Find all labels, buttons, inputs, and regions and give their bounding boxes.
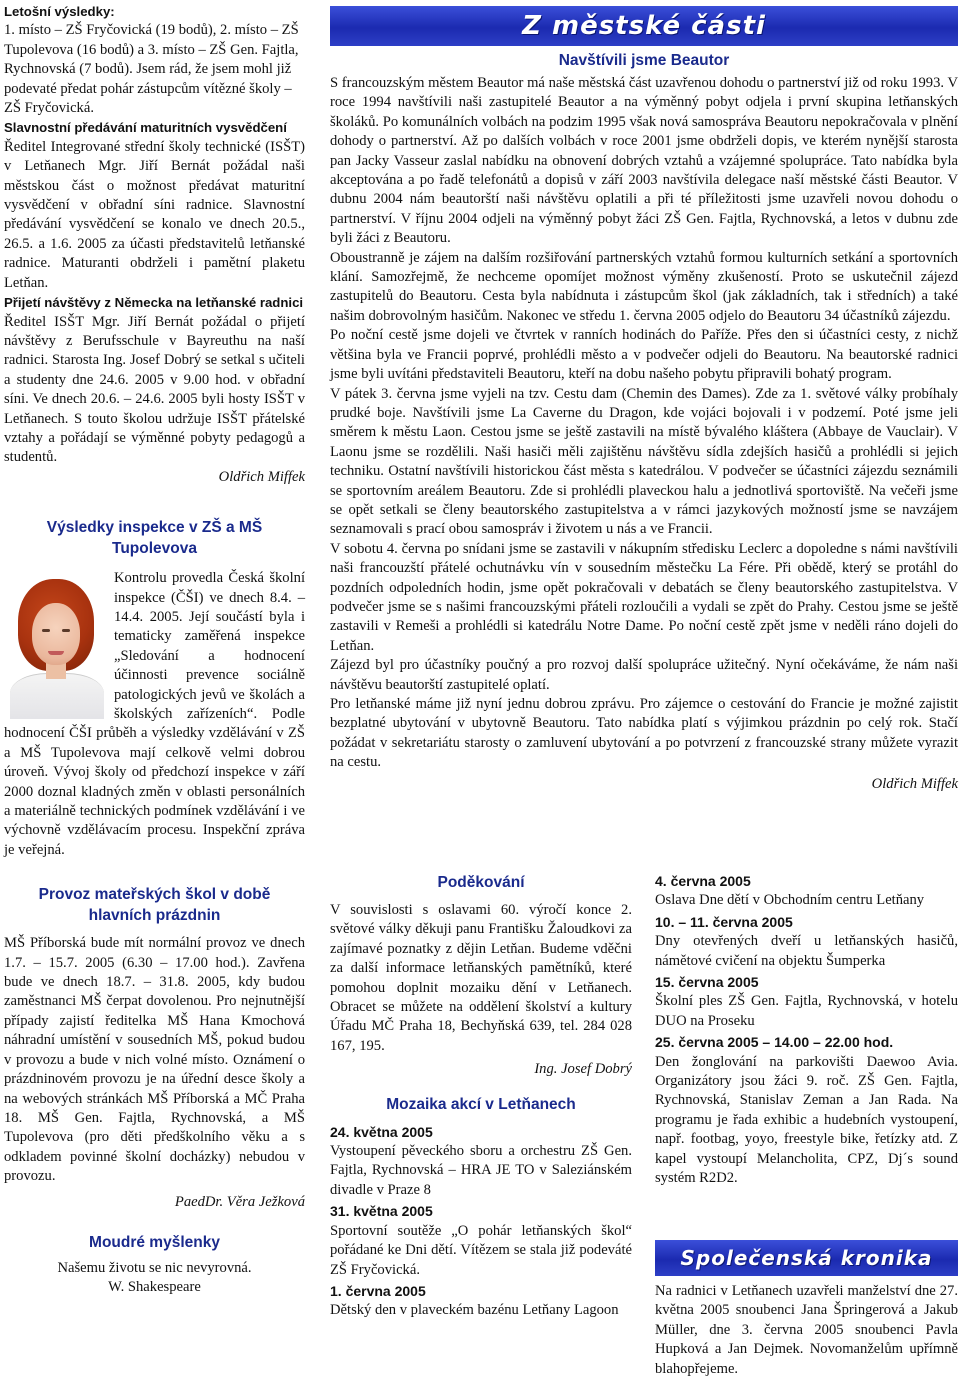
- inspection-article: [4, 569, 305, 860]
- thanks-heading: Poděkování: [437, 874, 525, 891]
- maturity-text: Ředitel Integrované střední školy technické (ISŠT) v Letňanech Mgr. Jiří Bernát požádal naši městskou část o možnost předávat maturitní vysvědčení v obřadní síni radnice. Slavnostní předávání vysvědčení se konalo ve dnech 20.5., 26.5. a 1.6. 2005 za účasti představitelů letňanské radnice. Maturanti obdrželi i pamětní plaketu Letňan.: [4, 138, 305, 291]
- kindergarten-heading: Provoz mateřských škol v době hlavních prázdnin: [38, 886, 271, 925]
- germany-visit-signature: Oldřich Miffek: [218, 468, 305, 485]
- results-heading: Letošní výsledky:: [4, 4, 115, 19]
- beautor-paragraph-2: Oboustranně je zájem na dalším rozšiřování partnerských vztahů formou kulturních setkání a sportovních klání. Samozřejmě, že nechceme opomíjet možnost výměny zkušeností. Proto se uskutečnil zájezd zastupitelů do Beautoru. Cesta byla nabídnuta i zástupcům škol (jak základních, tak i středních) a také našim dobrovolným hasičům. Nakonec ve středu 1. června 2005 odjelo do Beautoru 34 účastníků zájezdu.: [330, 249, 958, 324]
- section-banner: [330, 6, 958, 46]
- event-7-date: 25. června 2005 – 14.00 – 22.00 hod.: [655, 1034, 894, 1051]
- event-7-text: Den žonglování na parkovišti Daewoo Avia. Organizátory jsou žáci 9. roč. ZŠ Gen. Fajtla, Rychnovská, Stanislav Zeman a Jan Rada. Na programu je řada exhibic a hudebních vystoupení, např. footbag, yoyo, freestyle bike, řetízky atd. Z kapel vystoupí Melancholita, CPZ, Dj´s sound systém R2D2.: [655, 1053, 958, 1187]
- event-6-text: Školní ples ZŠ Gen. Fajtla, Rychnovská, v hotelu DUO na Proseku: [655, 993, 958, 1029]
- beautor-signature: Oldřich Miffek: [871, 775, 958, 792]
- thanks-text: V souvislosti s oslavami 60. výročí konce 2. světové války děkuji panu Františku Žaloudkovi za zajímavé poznatky z dějin Letňan. Budeme vděčni za další informace letňanských pamětníků, které pomohou doplnit mozaiku dění v Letňanech. Obracet se můžete na oddělení školství a kultury Úřadu MČ Praha 18, Bechyňská 639, tel. 284 028 167, 195.: [330, 902, 632, 1054]
- event-2-date: 31. května 2005: [330, 1203, 433, 1220]
- event-4-date: 4. června 2005: [655, 873, 751, 889]
- left-column: [4, 0, 305, 1298]
- beautor-paragraph-6: Zájezd byl pro účastníky poučný a pro rozvoj další spolupráce užitečný. Nyní očekáváme, že nám naši návštěvu beautorští zastupitelé oplatí.: [330, 657, 958, 693]
- event-5-text: Dny otevřených dveří u letňanských hasičů, námětové cvičení na objektu Šumperka: [655, 933, 958, 969]
- inspector-portrait-photo: [4, 573, 108, 719]
- kindergarten-signature: PaedDr. Věra Ježková: [174, 1193, 305, 1210]
- event-3-date: 1. června 2005: [330, 1282, 426, 1299]
- results-text: 1. místo – ZŠ Fryčovická (19 bodů), 2. místo – ZŠ Tupolevova (16 bodů) a 3. místo – ZŠ Gen. Fajtla, Rychnovská (7 bodů). Jsem rád, že jsem mohl již podevaté předat pohár zástupcům vítězné školy – ZŠ Fryčovická.: [4, 22, 299, 117]
- social-banner-title: Společenská kronika: [680, 1246, 933, 1270]
- germany-visit-text: Ředitel ISŠT Mgr. Jiří Bernát požádal o přijetí návštěvy z Berufsschule v Bayreuthu na naší radnici. Starosta Ing. Josef Dobrý se setkal s učiteli a studenty dne 24.6. 2005 v 9.00 hod. v obřadní síni. Ve dnech 20.6. – 24.6. 2005 byli hosty ISŠT v Letňanech. S touto školou udržuje ISŠT přátelské vztahy a pořádají se výměnné pobyty pedagogů a studentů.: [4, 313, 305, 466]
- beautor-paragraph-7: Pro letňanské máme již nyní jednu dobrou zprávu. Pro zájemce o cestování do Francie je možné zajistit bezplatné ubytování v ubytovně Beautoru. Tato nabídka platí s výjimkou prázdnin po celý rok. Stačí požádat v sekretariátu starosty o zamluvení ubytování a po potvrzení z francouzské strany můžete vyrazit na cestu.: [330, 696, 958, 771]
- subcolumn-a: [330, 872, 632, 1321]
- beautor-paragraph-3: Po noční cestě jsme dojeli ve čtvrtek v ranních hodinách do Paříže. Přes den si účastníci cesty, z nichž většina byla ve Francii poprvé, prohlédli město a v podvečer odjeli do Beautoru. Na beautorské radnici jsme byli uvítáni představiteli Beautoru, kteří na dobu našeho pobytu připravili bohatý program.: [330, 327, 958, 383]
- event-4-text: Oslava Dne dětí v Obchodním centru Letňany: [655, 892, 925, 909]
- thanks-signature: Ing. Josef Dobrý: [534, 1061, 632, 1078]
- event-5-date: 10. – 11. června 2005: [655, 913, 793, 930]
- beautor-paragraph-5: V sobotu 4. června po snídani jsme se zastavili v nákupním středisku Leclerc a dopoledne s námi navštívili naši francouzští přátelé ochutnávku vín v sousedním městečku La Fére. Při obědě, který se protáhl do pozdních odpoledních hodin, jsme opět pokračovali v debatách se členy beautorského zastupitelstva. V podvečer jsme se s našimi francouzskými přáteli rozloučili a vydali se zpět do Prahy. Cestou jsme se ještě zastavili v Remeši a prohlédli si katedrálu Notre Dame. Po noční cestě zpět jsme v neděli ráno dojeli do Letňan.: [330, 540, 958, 654]
- maturity-heading: Slavnostní předávání maturitních vysvědčení: [4, 120, 287, 136]
- event-1-text: Vystoupení pěveckého sboru a orchestru ZŠ Gen. Fajtla, Rychnovská – HRA JE TO v Saleziánském divadle v Praze 8: [330, 1143, 632, 1198]
- event-3-text: Dětský den v plaveckém bazénu Letňany Lagoon: [330, 1302, 619, 1319]
- inspection-heading: Výsledky inspekce v ZŠ a MŠ Tupolevova: [46, 519, 263, 558]
- mosaic-heading: Mozaika akcí v Letňanech: [386, 1095, 576, 1113]
- event-1-date: 24. května 2005: [330, 1123, 433, 1140]
- germany-visit-heading: Přijetí návštěvy z Německa na letňanské radnici: [4, 295, 304, 311]
- section-banner-title: Z městské části: [522, 11, 766, 41]
- event-2-text: Sportovní soutěže „O pohár letňanských škol“ pořádané ke Dni dětí. Vítězem se stala již podeváté ZŠ Fryčovická.: [330, 1222, 632, 1278]
- beautor-paragraph-4: V pátek 3. června jsme vyjeli na tzv. Cestu dam (Chemin des Dames). Zde za 1. světové války probíhaly prudké boje. Navštívili jsme La Caverne du Dragon, kde vojáci bojovali i v podzemí. Poté jsme jeli směrem k městu Laon. Cestou jsme se ještě zastavili na místě bývalého kláštera (Abbaye de Vauclair). V Laonu jsme se rozdělili. Naši hasiči měli zajištěnu návštěvu sídla zdejších hasičů a prohlédli si jejich techniku. Ostatní navštívili historickou část města s katedrálou. V podvečer se účastníci zájezdu seznámili se sportovním areálem Beautoru. Zde si prohlédli plaveckou halu a jednotlivá sportoviště. Na večeři jsme se opět setkali se členy beautorského zastupitelstva a v rámci jazykových možností jsme se navzájem seznamovali s prací obou samospráv i životem u nás a ve Francii.: [330, 385, 958, 538]
- kindergarten-text: MŠ Příborská bude mít normální provoz ve dnech 1.7. – 15.7. 2005 (6.30 – 17.00 hod.). Zavřena bude ve dnech 18.7. – 31.8. 2005, kdy budou zaměstnanci MŠ čerpat dovolenou. Pro nejnutnější případy zajistí ředitelka MŠ Hana Kmochová náhradní umístění v sousedních MŠ, pokud budou v provozu a bude v nich volné místo. Oznámení o prázdninovém provozu je na úřední desce školy a na webových stránkách MŠ Příborská a MČ Praha 18. MŠ Gen. Fajtla, Rychnovská, a MŠ Tupolevova (pro děti předškolního věku a s odkladem povinné školní docházky) nebudou v provozu.: [4, 935, 305, 1185]
- quote-heading: Moudré myšlenky: [89, 1233, 220, 1251]
- social-banner: [655, 1240, 958, 1276]
- quote-author: W. Shakespeare: [108, 1279, 201, 1296]
- subcolumn-b: [655, 872, 958, 1189]
- beautor-heading: Navštívili jsme Beautor: [558, 52, 730, 69]
- event-6-date: 15. června 2005: [655, 974, 759, 991]
- inspection-text: Kontrolu provedla Česká školní inspekce (ČŠI) ve dnech 8.4. – 14.4. 2005. Její součástí byla i tematicky zaměřená inspekce „Sledování a hodnocení účinnosti prevence sociálně patologických jevů ve školách a školských zařízeních“. Podle hodnocení ČŠI průběh a výsledky vzdělávání v ZŠ a MŠ Tupolevova mají celkově velmi dobrou úroveň. Vývoj školy od předchozí inspekce v září 2000 doznal kladných změn v oblasti personálních a materiálně technických podmínek vzdělávání i ve výchovně vzdělávacím procesu. Inspekční zpráva je veřejná.: [4, 570, 305, 858]
- quote-text: Našemu životu se nic nevyrovná.: [57, 1259, 252, 1276]
- beautor-paragraph-1: S francouzským městem Beautor má naše městská část uzavřenou dohodu o partnerství již od roku 1993. V roce 1994 navštívili naši zastupitelé Beautor a na výměnný pobyt odjela i první skupina letňanských školáků. Po komunálních volbách na podzim 1995 však nová samospráva Beautoru nepokračovala v plnění dohody o partnerství. Až po dalších volbách v roce 2001 jsme obdrželi dopis, ve kterém nynější starosta pan Jacky Vasseur zaslal nabídku na obnovení dobrých vztahů a vzájemné spolupráce. Tato nabídka byla akceptována a po řadě telefonátů a dopisů v září 2003 navštívila delegace naší městské části Beautor. V dubnu 2004 nám beautorští naši návštěvu oplatili a při té příležitosti jsme uzavřeli novou dohodu o partnerství. V říjnu 2004 odjeli na výměnný pobyt žáci ZŠ Gen. Fajtla, Rychnovská, a letos v dubnu zde byli žáci z Beautoru.: [330, 75, 958, 247]
- social-chronicle-text: Na radnici v Letňanech uzavřeli manželství dne 27. května 2005 snoubenci Jana Špringerová a Jakub Müller, dne 3. června 2005 snoubenci Pavla Hupková a Jan Dejmek. Novomanželům upřímně blahopřejeme.: [655, 1283, 958, 1377]
